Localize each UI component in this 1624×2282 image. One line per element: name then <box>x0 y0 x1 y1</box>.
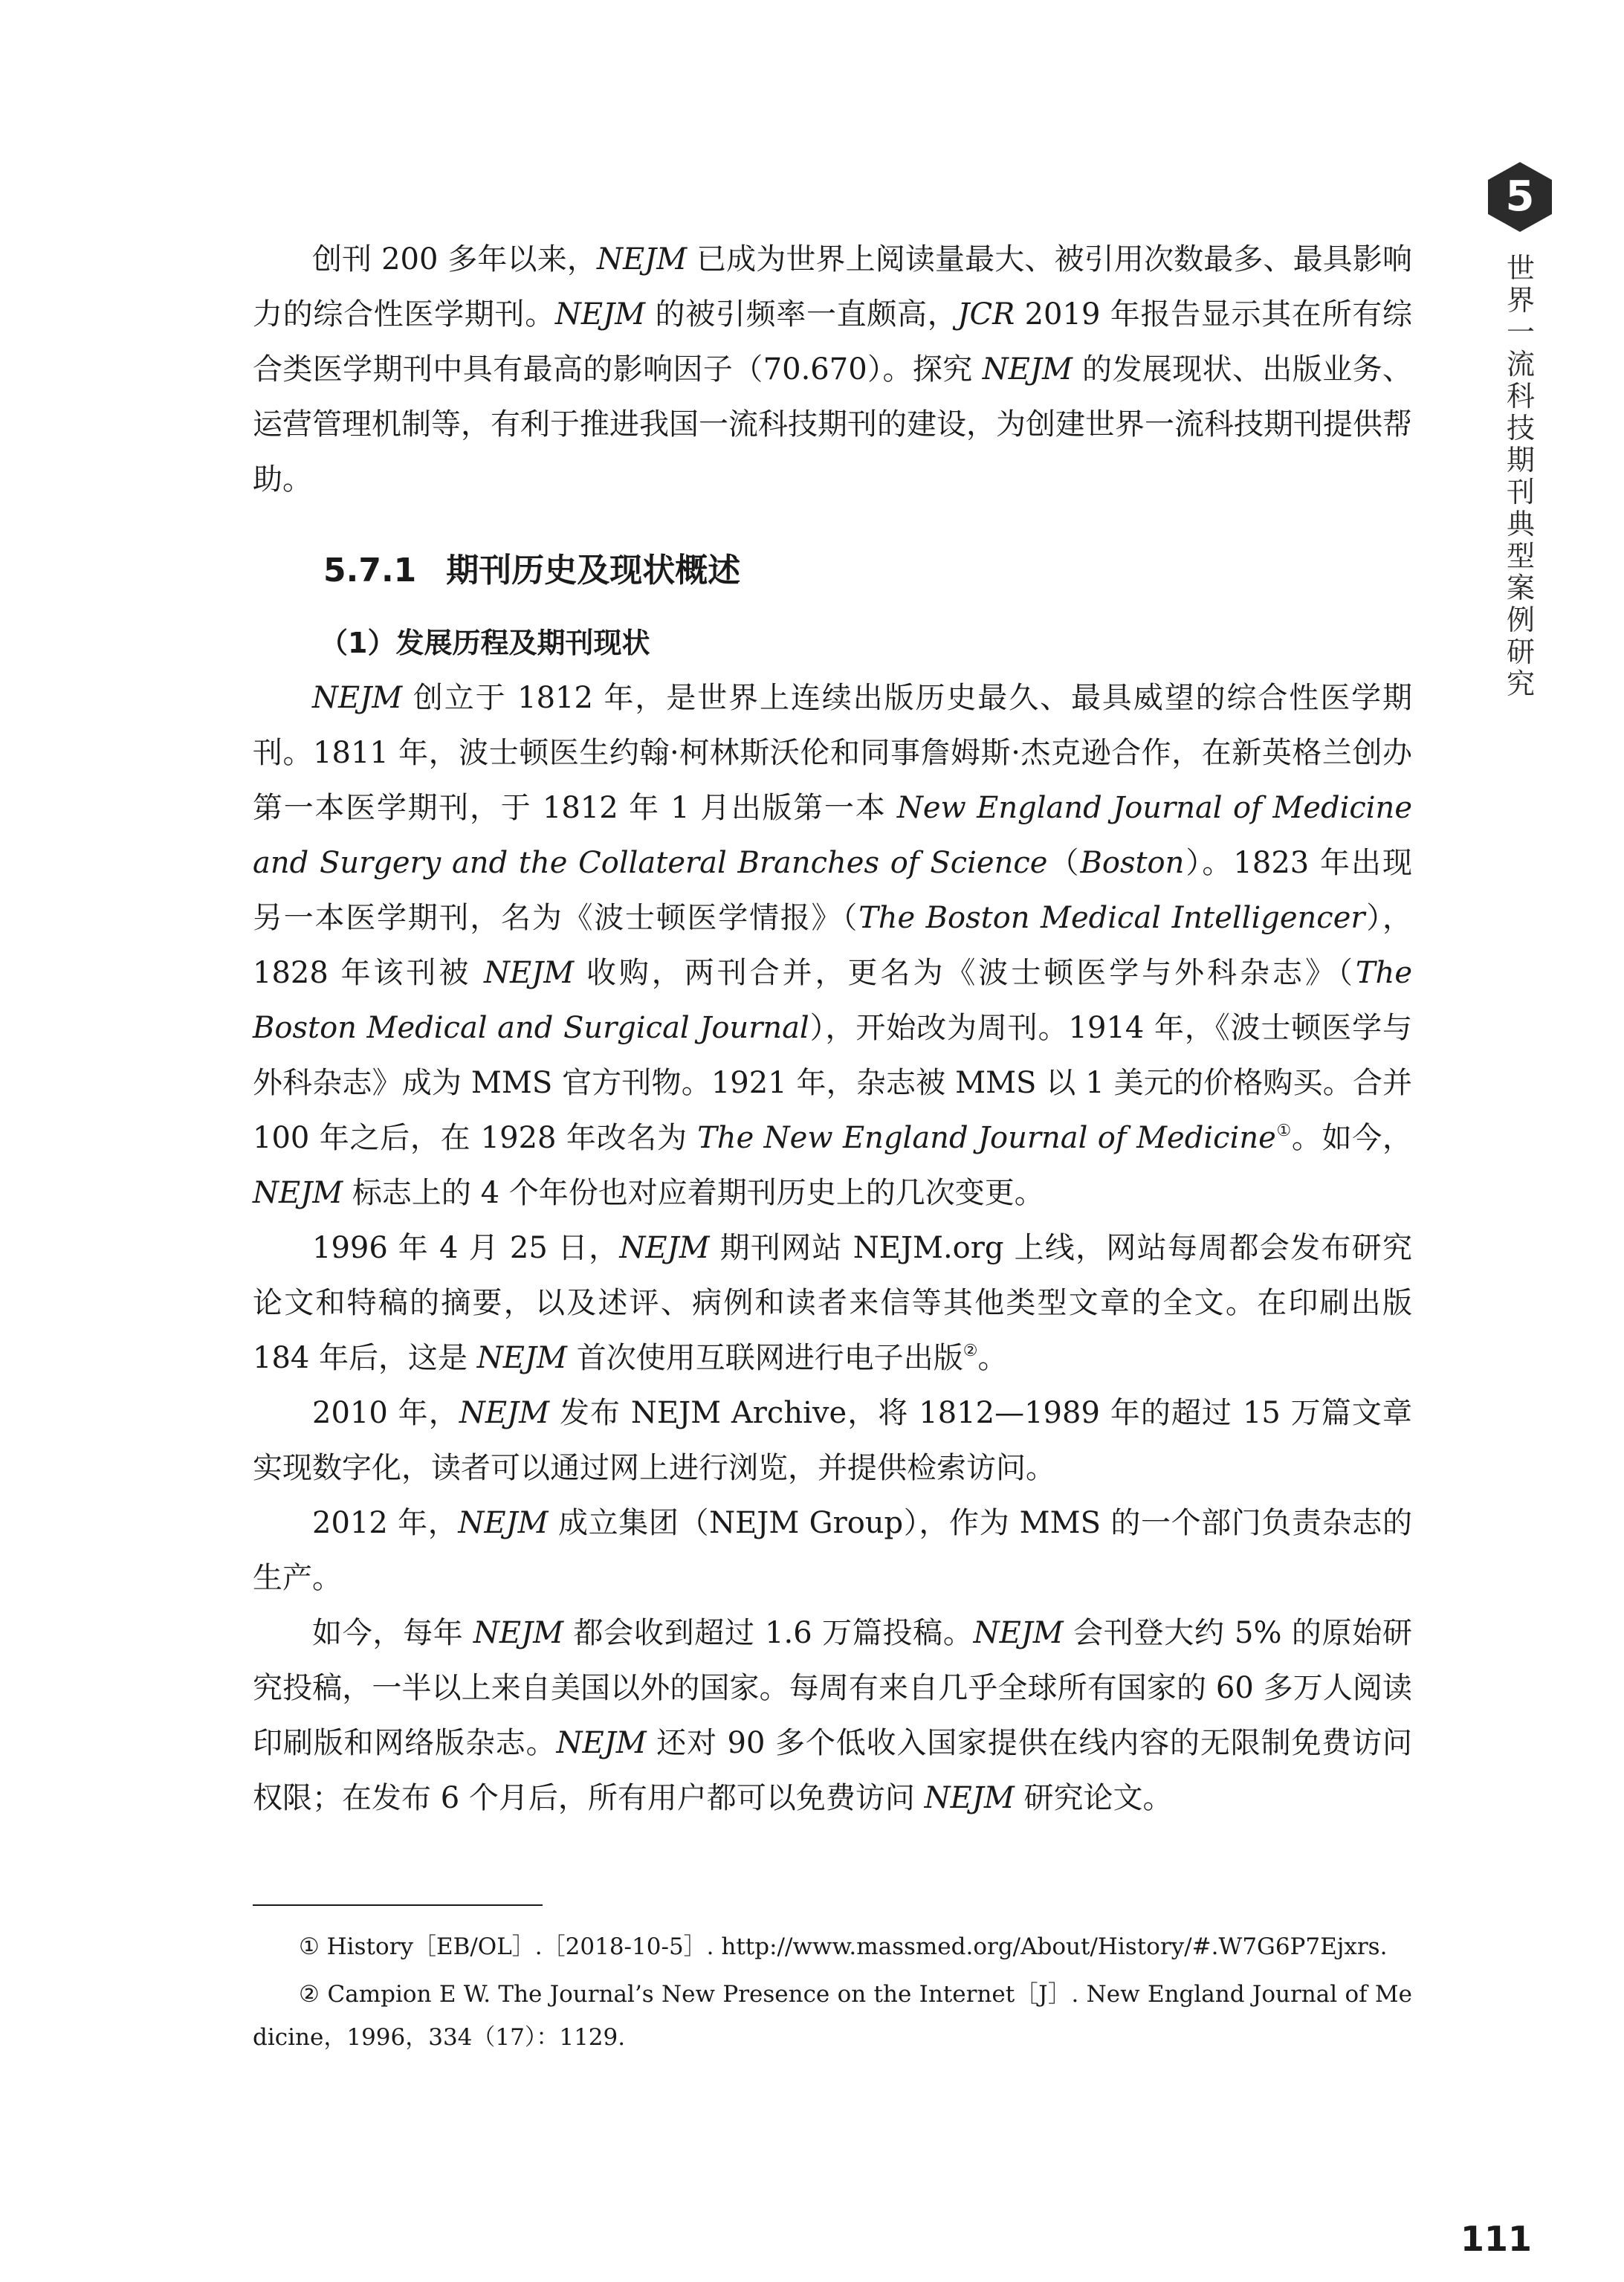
history-paragraph: NEJM 创立于 1812 年，是世界上连续出版历史最久、最具威望的综合性医学期刊。1811 年，波士顿医生约翰·柯林斯沃伦和同事詹姆斯·杰克逊合作，在新英格兰创办第一本医学期刊，于 1812 年 1 月出版第一本 New England Journal of Medicine and Surgery and the Collateral Branches of Science（Boston）。1823 年出现另一本医学期刊，名为《波士顿医学情报》（The Boston Medical Intelligencer），1828 年该刊被 NEJM 收购，两刊合并，更名为《波士顿医学与外科杂志》（The Boston Medical and Surgical Journal），开始改为周刊。1914 年，《波士顿医学与外科杂志》成为 MMS 官方刊物。1921 年，杂志被 MMS 以 1 美元的价格购买。合并 100 年之后，在 1928 年改名为 The New England Journal of Medicine①。如今，NEJM 标志上的 4 个年份也对应着期刊历史上的几次变更。 <box>253 681 1413 1210</box>
footnotes <box>253 1925 1412 2063</box>
website-paragraph: 1996 年 4 月 25 日，NEJM 期刊网站 NEJM.org 上线，网站每周都会发布研究论文和特稿的摘要，以及述评、病例和读者来信等其他类型文章的全文。在印刷出版 184 年后，这是 NEJM 首次使用互联网进行电子出版②。 <box>253 1231 1413 1375</box>
current-status-paragraph: 如今，每年 NEJM 都会收到超过 1.6 万篇投稿。NEJM 会刊登大约 5% 的原始研究投稿，一半以上来自美国以外的国家。每周有来自几乎全球所有国家的 60 多万人阅读印刷版和网络版杂志。NEJM 还对 90 多个低收入国家提供在线内容的无限制免费访问权限；在发布 6 个月后，所有用户都可以免费访问 NEJM 研究论文。 <box>253 1616 1412 1815</box>
chapter-title: 世界一流科技期刊典型案例研究 <box>1506 252 1535 700</box>
group-paragraph: 2012 年，NEJM 成立集团（NEJM Group），作为 MMS 的一个部门负责杂志的生产。 <box>253 1506 1412 1595</box>
archive-paragraph: 2010 年，NEJM 发布 NEJM Archive，将 1812—1989 年的超过 15 万篇文章实现数字化，读者可以通过网上进行浏览，并提供检索访问。 <box>253 1396 1413 1485</box>
footnote-1: ① History［EB/OL］.［2018-10-5］. http://www.massmed.org/About/History/#.W7G6P7Ejxrs. <box>299 1933 1388 1960</box>
footnote-divider <box>253 1904 543 1906</box>
footnote-ref-1: ① <box>1275 1122 1292 1140</box>
subsection-heading: （1）发展历程及期刊现状 <box>320 627 650 659</box>
page-body <box>253 232 1412 1826</box>
chapter-number: 5 <box>1505 172 1535 221</box>
footnote-2: ② Campion E W. The Journal’s New Presence on the Internet［J］. New England Journal of Medicine，1996，334（17）：1129. <box>253 1981 1412 2051</box>
chapter-badge <box>1483 160 1557 234</box>
footnote-ref-2: ② <box>963 1342 978 1360</box>
page-number: 111 <box>1460 2219 1533 2259</box>
intro-paragraph: 创刊 200 多年以来，NEJM 已成为世界上阅读量最大、被引用次数最多、最具影响力的综合性医学期刊。NEJM 的被引频率一直颇高，JCR 2019 年报告显示其在所有综合类医学期刊中具有最高的影响因子（70.670）。探究 NEJM 的发展现状、出版业务、运营管理机制等，有利于推进我国一流科技期刊的建设，为创建世界一流科技期刊提供帮助。 <box>253 242 1413 497</box>
section-heading: 5.7.1 期刊历史及现状概述 <box>323 552 741 589</box>
